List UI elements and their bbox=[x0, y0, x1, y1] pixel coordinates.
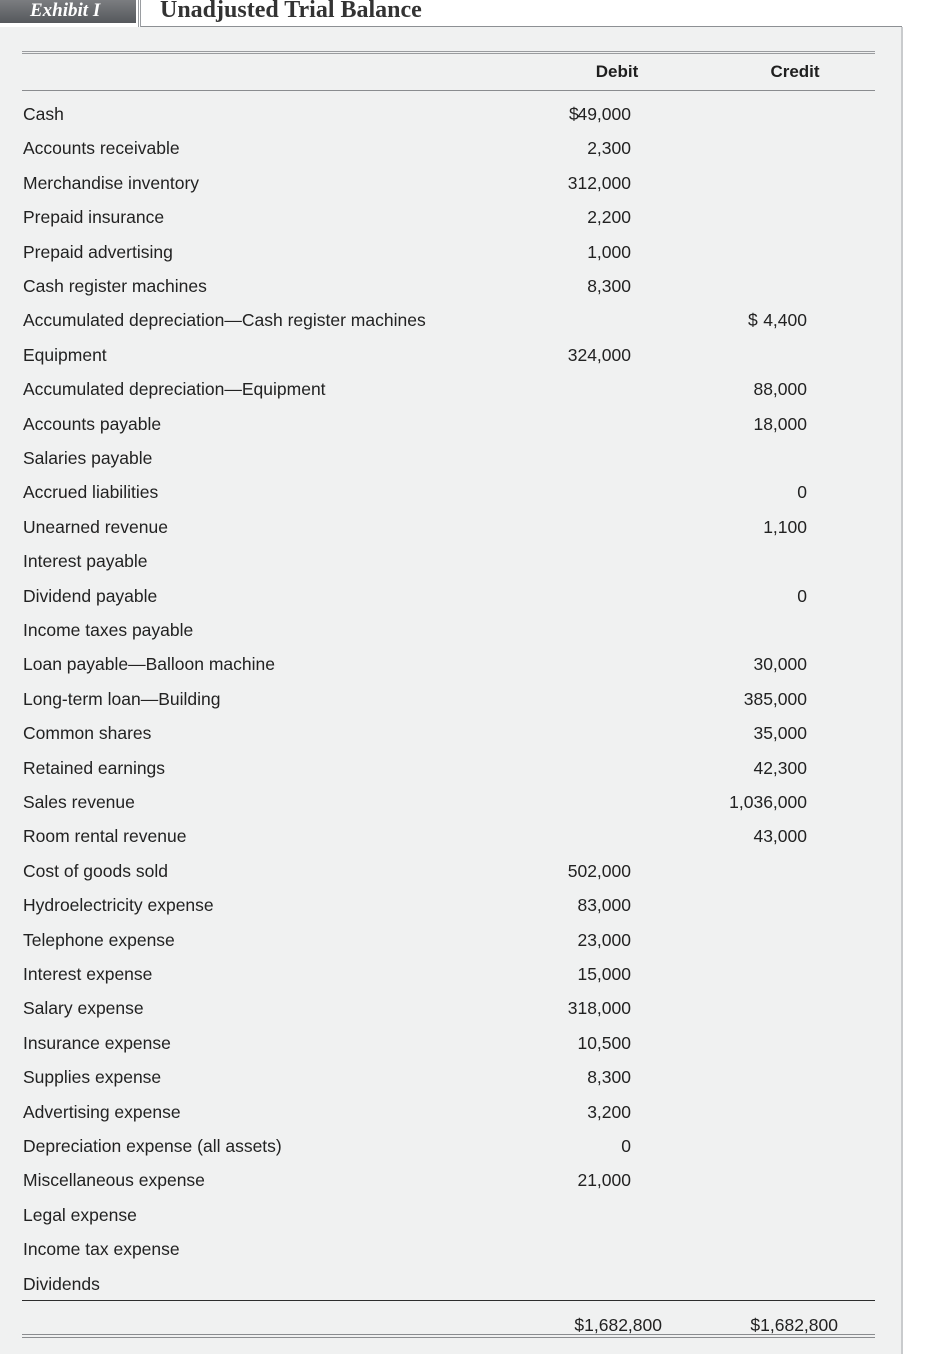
bottom-rule bbox=[22, 1334, 875, 1335]
table-row bbox=[0, 825, 903, 859]
credit-amount: 385,000 bbox=[743, 689, 807, 709]
debit-currency-symbol: $ bbox=[569, 104, 579, 124]
table-row bbox=[0, 137, 903, 171]
debit-amount: 8,300 bbox=[587, 1067, 631, 1087]
table-row bbox=[0, 997, 903, 1031]
debit-amount: 83,000 bbox=[577, 895, 631, 915]
table-row bbox=[0, 791, 903, 825]
credit-amount: 88,000 bbox=[753, 379, 807, 399]
total-debit: $1,682,800 bbox=[574, 1315, 662, 1335]
account-name: Interest expense bbox=[23, 964, 153, 984]
account-name: Accumulated depreciation—Cash register machines bbox=[23, 310, 426, 330]
account-name: Room rental revenue bbox=[23, 826, 187, 846]
account-name: Accumulated depreciation—Equipment bbox=[23, 379, 326, 399]
debit-amount: 312,000 bbox=[567, 173, 631, 193]
account-name: Income taxes payable bbox=[23, 620, 194, 640]
account-name: Retained earnings bbox=[23, 758, 166, 778]
account-name: Advertising expense bbox=[23, 1102, 181, 1122]
table-row bbox=[0, 378, 903, 412]
debit-amount: 10,500 bbox=[577, 1033, 631, 1053]
top-rule bbox=[22, 51, 875, 52]
account-name: Miscellaneous expense bbox=[23, 1170, 205, 1190]
debit-amount: 1,000 bbox=[587, 242, 631, 262]
debit-amount: 49,000 bbox=[577, 104, 631, 124]
table-row bbox=[0, 413, 903, 447]
account-name: Loan payable—Balloon machine bbox=[23, 654, 275, 674]
account-name: Insurance expense bbox=[23, 1033, 171, 1053]
table-row bbox=[0, 653, 903, 687]
table-row bbox=[0, 172, 903, 206]
account-name: Supplies expense bbox=[23, 1067, 162, 1087]
debit-amount: 8,300 bbox=[587, 276, 631, 296]
table-row bbox=[0, 963, 903, 997]
credit-amount: 1,100 bbox=[763, 517, 807, 537]
debit-column-header: Debit bbox=[595, 62, 639, 81]
total-credit: $1,682,800 bbox=[750, 1315, 838, 1335]
table-row bbox=[0, 344, 903, 378]
table-row bbox=[0, 722, 903, 756]
account-name: Accounts payable bbox=[23, 414, 162, 434]
credit-amount: 1,036,000 bbox=[729, 792, 807, 812]
account-name: Accrued liabilities bbox=[23, 482, 159, 502]
account-name: Telephone expense bbox=[23, 930, 175, 950]
account-name: Salaries payable bbox=[23, 448, 153, 468]
table-row bbox=[0, 550, 903, 584]
account-name: Cash register machines bbox=[23, 276, 207, 296]
credit-amount: 4,400 bbox=[763, 310, 807, 330]
debit-amount: 0 bbox=[621, 1136, 631, 1156]
table-row bbox=[0, 757, 903, 791]
account-name: Hydroelectricity expense bbox=[23, 895, 214, 915]
account-name: Long-term loan—Building bbox=[23, 689, 221, 709]
table-row bbox=[0, 241, 903, 275]
table-row bbox=[0, 619, 903, 653]
account-name: Dividends bbox=[23, 1274, 100, 1294]
table-row bbox=[0, 275, 903, 309]
account-name: Equipment bbox=[23, 345, 107, 365]
credit-currency-symbol: $ bbox=[748, 310, 758, 330]
account-name: Legal expense bbox=[23, 1205, 137, 1225]
table-row bbox=[0, 585, 903, 619]
credit-amount: 18,000 bbox=[753, 414, 807, 434]
account-name: Unearned revenue bbox=[23, 517, 168, 537]
table-row bbox=[0, 1238, 903, 1272]
account-name: Sales revenue bbox=[23, 792, 135, 812]
credit-column-header: Credit bbox=[770, 62, 820, 81]
credit-amount: 0 bbox=[797, 586, 807, 606]
credit-amount: 0 bbox=[797, 482, 807, 502]
debit-amount: 21,000 bbox=[577, 1170, 631, 1190]
account-name: Accounts receivable bbox=[23, 138, 180, 158]
table-row bbox=[0, 103, 903, 137]
table-row bbox=[0, 309, 903, 343]
header-bottom-rule bbox=[22, 90, 875, 91]
table-row bbox=[0, 1066, 903, 1100]
tab-divider bbox=[138, 0, 141, 27]
table-row bbox=[0, 1204, 903, 1238]
credit-amount: 30,000 bbox=[753, 654, 807, 674]
account-name: Prepaid insurance bbox=[23, 207, 165, 227]
table-row bbox=[0, 1032, 903, 1066]
account-name: Interest payable bbox=[23, 551, 148, 571]
table-row bbox=[0, 516, 903, 550]
table-row bbox=[0, 1101, 903, 1135]
credit-amount: 42,300 bbox=[753, 758, 807, 778]
top-rule-2 bbox=[22, 53, 875, 54]
table-row bbox=[0, 929, 903, 963]
debit-amount: 324,000 bbox=[567, 345, 631, 365]
account-name: Depreciation expense (all assets) bbox=[23, 1136, 282, 1156]
account-name: Common shares bbox=[23, 723, 152, 743]
account-name: Prepaid advertising bbox=[23, 242, 173, 262]
table-row bbox=[0, 688, 903, 722]
bottom-rule-2 bbox=[22, 1337, 875, 1338]
account-name: Income tax expense bbox=[23, 1239, 180, 1259]
debit-amount: 15,000 bbox=[577, 964, 631, 984]
table-row bbox=[0, 447, 903, 481]
exhibit-header bbox=[0, 0, 902, 27]
debit-amount: 2,300 bbox=[587, 138, 631, 158]
table-row bbox=[0, 1169, 903, 1203]
table-row bbox=[0, 206, 903, 240]
debit-amount: 318,000 bbox=[567, 998, 631, 1018]
credit-amount: 35,000 bbox=[753, 723, 807, 743]
table-row bbox=[0, 1135, 903, 1169]
account-name: Cost of goods sold bbox=[23, 861, 168, 881]
exhibit-label: Exhibit I bbox=[0, 0, 136, 23]
debit-amount: 23,000 bbox=[577, 930, 631, 950]
account-name: Salary expense bbox=[23, 998, 144, 1018]
table-row bbox=[0, 481, 903, 515]
table-row bbox=[0, 860, 903, 894]
table-row bbox=[0, 894, 903, 928]
debit-amount: 3,200 bbox=[587, 1102, 631, 1122]
table-row bbox=[0, 1273, 903, 1307]
credit-amount: 43,000 bbox=[753, 826, 807, 846]
debit-amount: 502,000 bbox=[567, 861, 631, 881]
debit-amount: 2,200 bbox=[587, 207, 631, 227]
account-name: Merchandise inventory bbox=[23, 173, 200, 193]
page-title: Unadjusted Trial Balance bbox=[160, 0, 422, 23]
account-name: Dividend payable bbox=[23, 586, 158, 606]
account-name: Cash bbox=[23, 104, 64, 124]
